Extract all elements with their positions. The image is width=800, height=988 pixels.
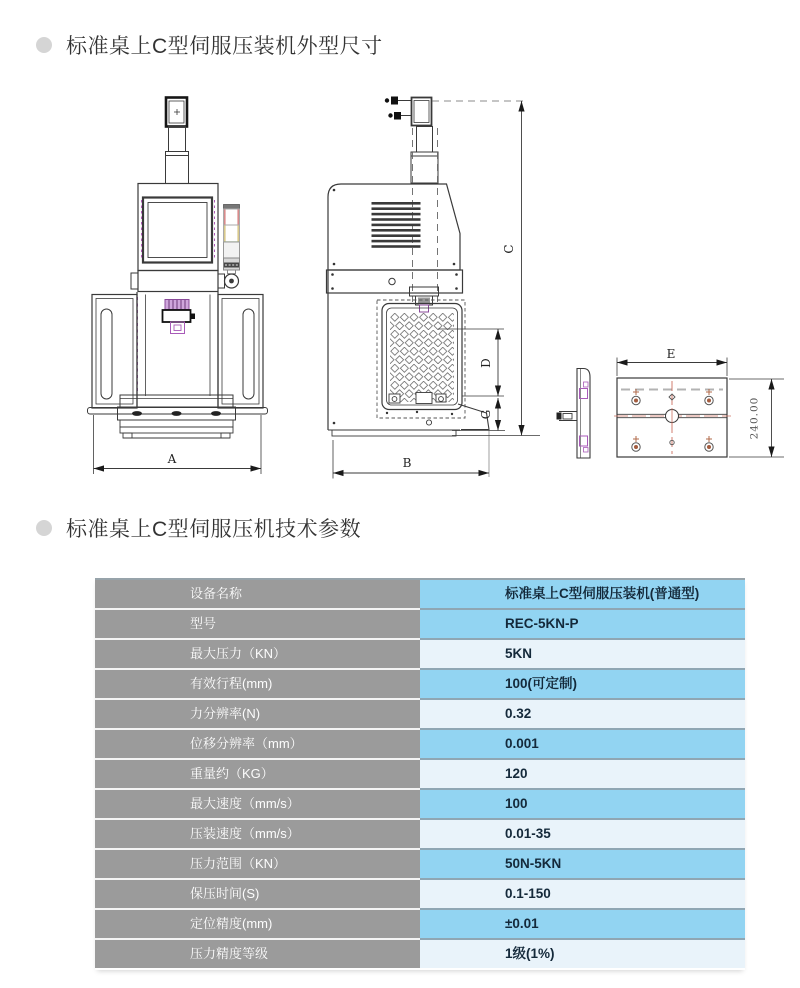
spec-table bbox=[95, 578, 745, 970]
spec-label: 压力精度等级 bbox=[95, 940, 420, 968]
table-row bbox=[95, 850, 745, 880]
spec-value: 0.1-150 bbox=[420, 880, 745, 910]
spec-label: 压力范围（KN） bbox=[95, 850, 420, 880]
spec-label: 设备名称 bbox=[95, 580, 420, 610]
top-view-drawing bbox=[557, 347, 785, 458]
spec-label: 保压时间(S) bbox=[95, 880, 420, 910]
press-tooling bbox=[163, 300, 196, 334]
spec-value: 120 bbox=[420, 760, 745, 790]
table-row bbox=[95, 700, 745, 730]
spec-value: 5KN bbox=[420, 640, 745, 670]
svg-text:C: C bbox=[502, 244, 516, 254]
spec-value: 标准桌上C型伺服压装机(普通型) bbox=[420, 580, 745, 610]
spec-value: 0.01-35 bbox=[420, 820, 745, 850]
spec-value: 100(可定制) bbox=[420, 670, 745, 700]
spec-value: 100 bbox=[420, 790, 745, 820]
spec-label: 最大速度（mm/s） bbox=[95, 790, 420, 820]
spec-label: 力分辨率(N) bbox=[95, 700, 420, 730]
dimension-plate-depth bbox=[729, 379, 784, 457]
table-row bbox=[95, 640, 745, 670]
svg-text:B: B bbox=[402, 456, 412, 470]
dimension-E bbox=[617, 347, 727, 376]
table-row bbox=[95, 940, 745, 970]
dimension-B bbox=[333, 440, 489, 479]
svg-text:D: D bbox=[479, 358, 493, 368]
spec-value: ±0.01 bbox=[420, 910, 745, 940]
table-row bbox=[95, 760, 745, 790]
table-row bbox=[95, 880, 745, 910]
table-row bbox=[95, 580, 745, 610]
spec-label: 最大压力（KN） bbox=[95, 640, 420, 670]
spec-label: 重量约（KG） bbox=[95, 760, 420, 790]
svg-text:240.00: 240.00 bbox=[748, 396, 761, 440]
spec-label: 定位精度(mm) bbox=[95, 910, 420, 940]
bullet-icon bbox=[36, 520, 52, 536]
table-title: 标准桌上C型伺服压机技术参数 bbox=[66, 518, 362, 541]
spec-value: 0.001 bbox=[420, 730, 745, 760]
side-view-drawing bbox=[327, 97, 541, 479]
front-view-drawing bbox=[88, 98, 268, 475]
table-row bbox=[95, 790, 745, 820]
section-title-parameters bbox=[36, 513, 361, 543]
table-row bbox=[95, 820, 745, 850]
spec-value: 50N-5KN bbox=[420, 850, 745, 880]
spec-label: 有效行程(mm) bbox=[95, 670, 420, 700]
spec-label: 压装速度（mm/s） bbox=[95, 820, 420, 850]
svg-text:E: E bbox=[666, 347, 676, 361]
dimension-A bbox=[94, 415, 262, 474]
table-row bbox=[95, 670, 745, 700]
spec-value: REC-5KN-P bbox=[420, 610, 745, 640]
svg-text:A: A bbox=[167, 452, 177, 466]
svg-text:G: G bbox=[479, 409, 493, 420]
dimension-G bbox=[452, 398, 505, 431]
table-row bbox=[95, 730, 745, 760]
spec-label: 位移分辨率（mm） bbox=[95, 730, 420, 760]
spec-label: 型号 bbox=[95, 610, 420, 640]
spec-value: 1级(1%) bbox=[420, 940, 745, 968]
table-row bbox=[95, 910, 745, 940]
table-row bbox=[95, 610, 745, 640]
spec-value: 0.32 bbox=[420, 700, 745, 730]
perforated-tool-plate bbox=[377, 300, 465, 418]
page-title: 标准桌上C型伺服压装机外型尺寸 bbox=[66, 35, 383, 58]
signal-tower-light bbox=[224, 205, 240, 274]
